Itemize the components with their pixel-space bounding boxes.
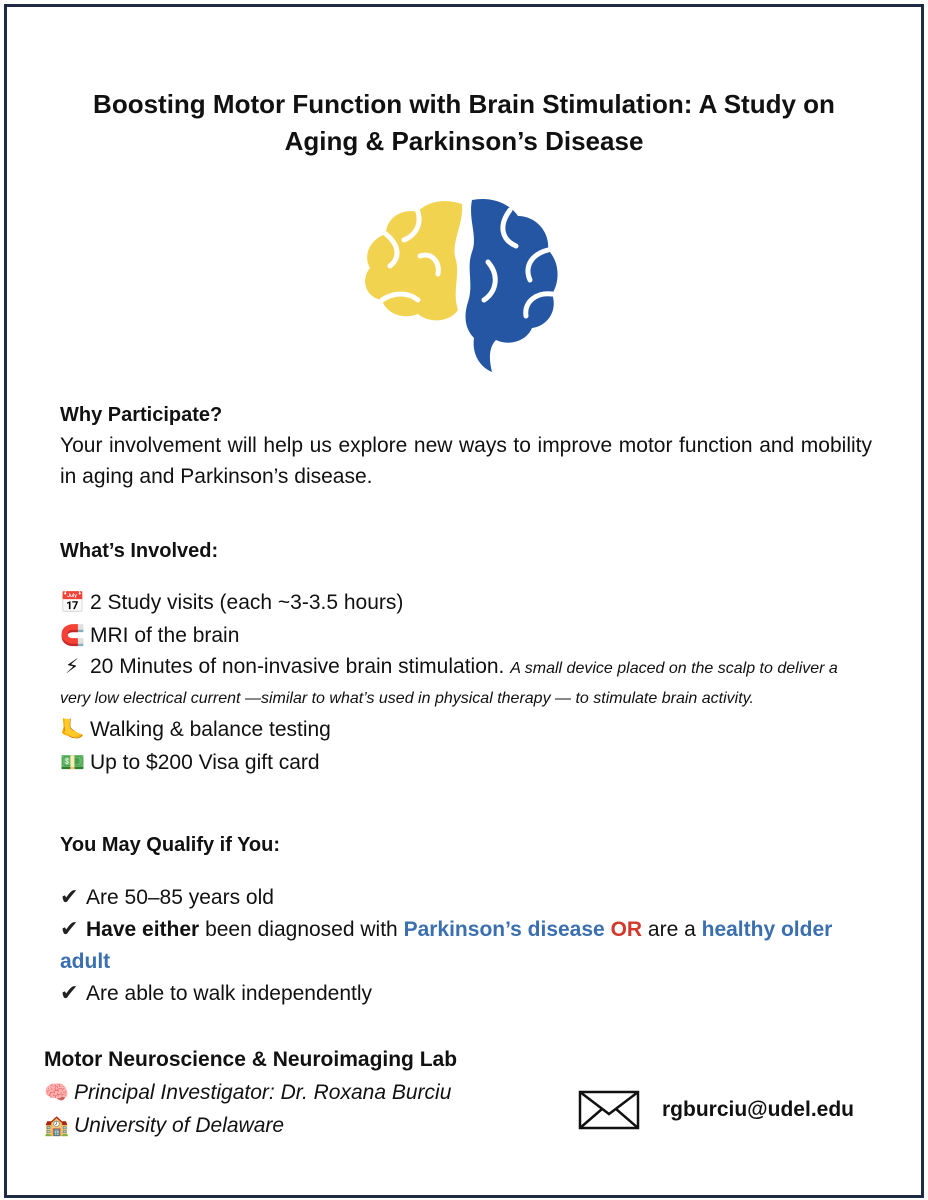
why-participate-text: Your involvement will help us explore new ways to improve motor function and mobility in aging and Parkinson’s disease. bbox=[60, 434, 872, 488]
list-item-text: Up to $200 Visa gift card bbox=[90, 751, 320, 774]
brain-icon bbox=[360, 196, 560, 376]
university bbox=[44, 1109, 564, 1142]
page-title: Boosting Motor Function with Brain Stimulation: A Study on Aging & Parkinson’s Disease bbox=[93, 89, 835, 156]
list-item bbox=[60, 882, 872, 914]
contact-info bbox=[578, 1088, 898, 1132]
lab-name: Motor Neuroscience & Neuroimaging Lab bbox=[44, 1048, 458, 1071]
brain-emoji-icon: 🧠 bbox=[44, 1080, 69, 1104]
list-item bbox=[60, 914, 872, 978]
why-participate-heading: Why Participate? bbox=[60, 404, 223, 426]
lightning-icon: ⚡ bbox=[64, 654, 80, 678]
list-item-text: 2 Study visits (each ~3-3.5 hours) bbox=[90, 591, 404, 614]
list-item-text: MRI of the brain bbox=[90, 624, 240, 647]
list-item-text: 20 Minutes of non-invasive brain stimulation. bbox=[90, 655, 505, 678]
list-item bbox=[60, 746, 872, 779]
highlight-or: OR bbox=[610, 918, 643, 941]
qualify-section bbox=[60, 830, 872, 1010]
why-participate-section bbox=[60, 400, 872, 492]
list-item-text: are a bbox=[642, 918, 702, 941]
checkmark-icon: ✔ bbox=[60, 917, 79, 942]
checkmark-icon: ✔ bbox=[60, 981, 79, 1006]
money-icon: 💵 bbox=[60, 750, 85, 774]
university-text: University of Delaware bbox=[74, 1114, 285, 1137]
list-item-text: Are 50–85 years old bbox=[86, 886, 274, 909]
list-item-text: Are able to walk independently bbox=[86, 982, 373, 1005]
checkmark-icon: ✔ bbox=[60, 885, 79, 910]
principal-investigator bbox=[44, 1076, 564, 1109]
list-item bbox=[60, 978, 872, 1010]
list-item bbox=[60, 586, 872, 619]
magnet-icon: 🧲 bbox=[60, 623, 85, 647]
foot-icon: 🦶 bbox=[60, 717, 85, 741]
list-item bbox=[60, 652, 872, 713]
email-link[interactable]: rgburciu@udel.edu bbox=[662, 1098, 854, 1121]
list-item bbox=[60, 713, 872, 746]
whats-involved-heading: What’s Involved: bbox=[60, 540, 219, 562]
pi-text: Principal Investigator: Dr. Roxana Burciu bbox=[74, 1081, 452, 1104]
list-item bbox=[60, 619, 872, 652]
lab-info bbox=[44, 1044, 564, 1142]
list-item-text: been diagnosed with bbox=[199, 918, 404, 941]
highlight-parkinsons: Parkinson’s disease bbox=[403, 918, 605, 941]
brain-left-hemisphere bbox=[365, 201, 462, 320]
calendar-icon: 📅 bbox=[60, 590, 85, 614]
highlight-healthy-adult: healthy older adult bbox=[60, 918, 833, 973]
envelope-icon bbox=[578, 1090, 640, 1130]
brain-right-hemisphere bbox=[466, 199, 558, 372]
whats-involved-section bbox=[60, 536, 872, 779]
list-item-text: Walking & balance testing bbox=[90, 718, 331, 741]
qualify-heading: You May Qualify if You: bbox=[60, 834, 281, 856]
stimulation-note: A small device placed on the scalp to deliver a very low electrical current —similar to what’s used in physical therapy — to stimulate brain activity. bbox=[60, 660, 838, 707]
emphasis-text: Have either bbox=[86, 918, 200, 941]
school-icon: 🏫 bbox=[44, 1113, 69, 1137]
